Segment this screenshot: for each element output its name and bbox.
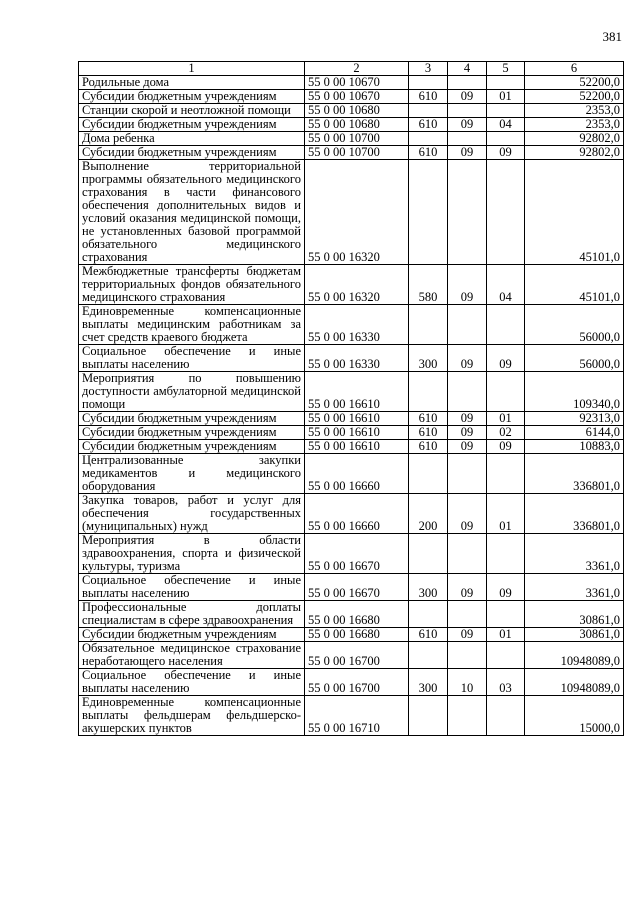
row-col5-cell: [487, 132, 525, 146]
row-col3-cell: 610: [409, 118, 448, 132]
row-amount-cell: 6144,0: [525, 426, 624, 440]
row-col5-cell: [487, 104, 525, 118]
row-col3-cell: 300: [409, 669, 448, 696]
row-col4-cell: [448, 305, 487, 345]
row-code-cell: 55 0 00 10700: [305, 132, 409, 146]
row-code-cell: 55 0 00 10670: [305, 76, 409, 90]
row-amount-cell: 52200,0: [525, 90, 624, 104]
row-col3-cell: [409, 76, 448, 90]
row-code-cell: 55 0 00 16660: [305, 494, 409, 534]
row-amount-cell: 92802,0: [525, 132, 624, 146]
row-col3-cell: 610: [409, 146, 448, 160]
header-cell-3: 3: [409, 62, 448, 76]
row-amount-cell: 15000,0: [525, 696, 624, 736]
header-row: [79, 62, 624, 76]
row-amount-cell: 10948089,0: [525, 669, 624, 696]
row-col5-cell: [487, 534, 525, 574]
row-col5-cell: 01: [487, 90, 525, 104]
row-col4-cell: 09: [448, 118, 487, 132]
row-col4-cell: [448, 132, 487, 146]
row-name-cell: Единовременные компенсационные выплаты фельдшерам фельдшерско-акушерских пунктов: [79, 696, 305, 736]
budget-table: [78, 61, 624, 736]
row-col3-cell: [409, 696, 448, 736]
row-amount-cell: 56000,0: [525, 305, 624, 345]
row-amount-cell: 10883,0: [525, 440, 624, 454]
row-col5-cell: 01: [487, 628, 525, 642]
row-col5-cell: 04: [487, 265, 525, 305]
row-col4-cell: [448, 104, 487, 118]
row-code-cell: 55 0 00 16330: [305, 305, 409, 345]
row-col4-cell: [448, 534, 487, 574]
row-name-cell: Мероприятия в области здравоохранения, спорта и физической культуры, туризма: [79, 534, 305, 574]
row-col5-cell: [487, 642, 525, 669]
row-col3-cell: 610: [409, 412, 448, 426]
row-col4-cell: [448, 454, 487, 494]
header-cell-6: 6: [525, 62, 624, 76]
row-name-cell: Субсидии бюджетным учреждениям: [79, 146, 305, 160]
row-col5-cell: [487, 454, 525, 494]
row-col3-cell: [409, 454, 448, 494]
row-col3-cell: 200: [409, 494, 448, 534]
row-name-cell: Субсидии бюджетным учреждениям: [79, 412, 305, 426]
table-row: [79, 412, 624, 426]
row-name-cell: Субсидии бюджетным учреждениям: [79, 90, 305, 104]
row-col5-cell: [487, 696, 525, 736]
row-col4-cell: 09: [448, 440, 487, 454]
header-cell-1: 1: [79, 62, 305, 76]
row-col5-cell: 04: [487, 118, 525, 132]
row-col5-cell: 03: [487, 669, 525, 696]
row-name-cell: Обязательное медицинское страхование неработающего населения: [79, 642, 305, 669]
row-col3-cell: 300: [409, 345, 448, 372]
row-col5-cell: [487, 305, 525, 345]
row-code-cell: 55 0 00 16710: [305, 696, 409, 736]
table-row: [79, 76, 624, 90]
row-code-cell: 55 0 00 10700: [305, 146, 409, 160]
table-row: [79, 104, 624, 118]
row-amount-cell: 336801,0: [525, 454, 624, 494]
row-code-cell: 55 0 00 16320: [305, 160, 409, 265]
table-row: [79, 118, 624, 132]
table-row: [79, 426, 624, 440]
row-col3-cell: [409, 601, 448, 628]
table-row: [79, 345, 624, 372]
row-col3-cell: [409, 132, 448, 146]
row-col3-cell: 580: [409, 265, 448, 305]
row-amount-cell: 45101,0: [525, 265, 624, 305]
row-amount-cell: 56000,0: [525, 345, 624, 372]
row-col4-cell: 09: [448, 90, 487, 104]
row-code-cell: 55 0 00 16700: [305, 642, 409, 669]
row-amount-cell: 30861,0: [525, 601, 624, 628]
table-row: [79, 265, 624, 305]
row-amount-cell: 10948089,0: [525, 642, 624, 669]
table-row: [79, 601, 624, 628]
row-col5-cell: 02: [487, 426, 525, 440]
row-name-cell: Выполнение территориальной программы обязательного медицинского страхования в части финансового обеспечения дополнительных видов и условий оказания медицинской помощи, не установленных базовой программой обязательного медицинского страхования: [79, 160, 305, 265]
row-name-cell: Субсидии бюджетным учреждениям: [79, 118, 305, 132]
row-amount-cell: 45101,0: [525, 160, 624, 265]
table-row: [79, 305, 624, 345]
row-amount-cell: 2353,0: [525, 118, 624, 132]
row-code-cell: 55 0 00 10670: [305, 90, 409, 104]
row-code-cell: 55 0 00 16670: [305, 574, 409, 601]
row-code-cell: 55 0 00 16610: [305, 440, 409, 454]
row-amount-cell: 2353,0: [525, 104, 624, 118]
row-code-cell: 55 0 00 16320: [305, 265, 409, 305]
row-col4-cell: 09: [448, 146, 487, 160]
row-col5-cell: 09: [487, 574, 525, 601]
row-col4-cell: [448, 160, 487, 265]
row-code-cell: 55 0 00 16660: [305, 454, 409, 494]
header-cell-5: 5: [487, 62, 525, 76]
row-col3-cell: [409, 160, 448, 265]
row-name-cell: Профессиональные доплаты специалистам в сфере здравоохранения: [79, 601, 305, 628]
row-name-cell: Субсидии бюджетным учреждениям: [79, 440, 305, 454]
row-col3-cell: 610: [409, 440, 448, 454]
row-amount-cell: 336801,0: [525, 494, 624, 534]
table-row: [79, 669, 624, 696]
header-cell-4: 4: [448, 62, 487, 76]
row-code-cell: 55 0 00 16700: [305, 669, 409, 696]
table-row: [79, 494, 624, 534]
row-amount-cell: 30861,0: [525, 628, 624, 642]
row-amount-cell: 109340,0: [525, 372, 624, 412]
row-col3-cell: 610: [409, 426, 448, 440]
table-row: [79, 90, 624, 104]
row-col4-cell: 09: [448, 628, 487, 642]
row-col5-cell: [487, 601, 525, 628]
table-row: [79, 628, 624, 642]
row-col4-cell: 09: [448, 265, 487, 305]
row-col5-cell: 09: [487, 146, 525, 160]
row-col4-cell: [448, 601, 487, 628]
row-col3-cell: [409, 104, 448, 118]
table-row: [79, 440, 624, 454]
header-cell-2: 2: [305, 62, 409, 76]
table-row: [79, 574, 624, 601]
row-name-cell: Социальное обеспечение и иные выплаты населению: [79, 669, 305, 696]
row-col5-cell: [487, 372, 525, 412]
row-code-cell: 55 0 00 16670: [305, 534, 409, 574]
row-col4-cell: 09: [448, 345, 487, 372]
row-col4-cell: 09: [448, 426, 487, 440]
row-code-cell: 55 0 00 16330: [305, 345, 409, 372]
row-col5-cell: 01: [487, 494, 525, 534]
row-col5-cell: 09: [487, 345, 525, 372]
table-row: [79, 696, 624, 736]
row-name-cell: Закупка товаров, работ и услуг для обеспечения государственных (муниципальных) нужд: [79, 494, 305, 534]
row-col4-cell: [448, 642, 487, 669]
row-amount-cell: 92313,0: [525, 412, 624, 426]
row-col3-cell: 300: [409, 574, 448, 601]
row-col3-cell: [409, 642, 448, 669]
row-col4-cell: 09: [448, 574, 487, 601]
row-col4-cell: [448, 696, 487, 736]
row-amount-cell: 92802,0: [525, 146, 624, 160]
row-code-cell: 55 0 00 16610: [305, 412, 409, 426]
row-name-cell: Родильные дома: [79, 76, 305, 90]
row-col5-cell: 01: [487, 412, 525, 426]
row-col5-cell: [487, 76, 525, 90]
row-name-cell: Социальное обеспечение и иные выплаты населению: [79, 345, 305, 372]
row-code-cell: 55 0 00 10680: [305, 118, 409, 132]
table-row: [79, 160, 624, 265]
row-name-cell: Станции скорой и неотложной помощи: [79, 104, 305, 118]
row-code-cell: 55 0 00 16610: [305, 372, 409, 412]
table-row: [79, 534, 624, 574]
row-col3-cell: 610: [409, 628, 448, 642]
row-col4-cell: 09: [448, 412, 487, 426]
row-col5-cell: [487, 160, 525, 265]
row-name-cell: Субсидии бюджетным учреждениям: [79, 628, 305, 642]
row-name-cell: Централизованные закупки медикаментов и медицинского оборудования: [79, 454, 305, 494]
table-row: [79, 642, 624, 669]
row-code-cell: 55 0 00 10680: [305, 104, 409, 118]
row-amount-cell: 52200,0: [525, 76, 624, 90]
row-col3-cell: 610: [409, 90, 448, 104]
row-col3-cell: [409, 305, 448, 345]
row-amount-cell: 3361,0: [525, 574, 624, 601]
row-code-cell: 55 0 00 16680: [305, 628, 409, 642]
page-number: 381: [602, 29, 622, 44]
row-name-cell: Мероприятия по повышению доступности амбулаторной медицинской помощи: [79, 372, 305, 412]
row-col3-cell: [409, 372, 448, 412]
table-row: [79, 372, 624, 412]
row-code-cell: 55 0 00 16680: [305, 601, 409, 628]
row-col4-cell: 09: [448, 494, 487, 534]
row-col3-cell: [409, 534, 448, 574]
row-col4-cell: [448, 76, 487, 90]
row-name-cell: Единовременные компенсационные выплаты медицинским работникам за счет средств краевого бюджета: [79, 305, 305, 345]
row-name-cell: Социальное обеспечение и иные выплаты населению: [79, 574, 305, 601]
row-code-cell: 55 0 00 16610: [305, 426, 409, 440]
row-col4-cell: 10: [448, 669, 487, 696]
row-name-cell: Межбюджетные трансферты бюджетам территориальных фондов обязательного медицинского страхования: [79, 265, 305, 305]
table-row: [79, 146, 624, 160]
row-name-cell: Дома ребенка: [79, 132, 305, 146]
table-row: [79, 454, 624, 494]
row-col5-cell: 09: [487, 440, 525, 454]
row-col4-cell: [448, 372, 487, 412]
table-row: [79, 132, 624, 146]
row-amount-cell: 3361,0: [525, 534, 624, 574]
row-name-cell: Субсидии бюджетным учреждениям: [79, 426, 305, 440]
